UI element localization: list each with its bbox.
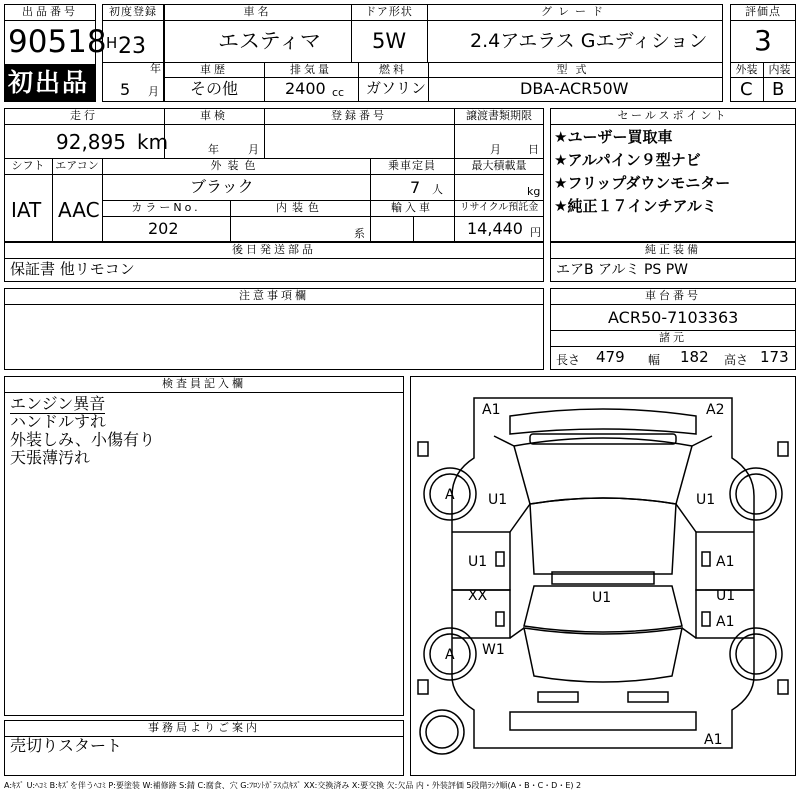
year-unit: 年 <box>150 62 161 75</box>
rear-right-wheel <box>730 628 782 680</box>
first-listing-text: 初出品 <box>8 68 90 97</box>
inspector-line: 天張薄汚れ <box>10 448 91 467</box>
history: その他 <box>190 79 239 98</box>
inspection-year-unit: 年 <box>208 143 219 156</box>
maxload-label: 最大積載量 <box>471 159 527 172</box>
reg-month: 5 <box>120 80 131 99</box>
door-type: 5W <box>372 29 407 53</box>
windshield <box>514 438 692 504</box>
damage-mark: U1 <box>696 492 716 508</box>
chassis-label: 車台番号 <box>645 289 701 302</box>
equipment: エアB アルミ PS PW <box>556 262 689 278</box>
sales-point: ★ユーザー買取車 <box>554 128 673 146</box>
sales-points-label: セールスポイント <box>617 109 729 122</box>
capacity-unit: 人 <box>432 183 443 196</box>
damage-mark: A1 <box>704 732 723 748</box>
model: DBA-ACR50W <box>520 79 629 98</box>
era: H <box>106 34 118 52</box>
mileage-label: 走行 <box>70 109 98 122</box>
mileage: 92,895 <box>56 130 126 154</box>
inspector-line: 外装しみ、小傷有り <box>10 430 155 449</box>
sales-point: ★アルパイン９型ナビ <box>554 151 701 169</box>
damage-mark: W1 <box>482 642 505 658</box>
reg-number-label: 登録番号 <box>331 109 387 122</box>
maxload-unit: kg <box>527 185 541 198</box>
aircon-label: エアコン <box>55 159 99 172</box>
damage-mark: A <box>445 647 455 663</box>
mileage-unit: km <box>137 130 169 154</box>
length-label: 長さ <box>556 353 581 367</box>
damage-mark: A1 <box>716 614 735 630</box>
roof <box>530 498 676 574</box>
front-right-wheel <box>730 468 782 520</box>
grade: 2.4アエラス Gエディション <box>470 30 708 52</box>
damage-mark: U1 <box>592 590 612 606</box>
score: 3 <box>754 24 772 57</box>
first-registration-label: 初度登録 <box>109 5 157 18</box>
interior-label: 内装 <box>768 63 791 76</box>
width-label: 幅 <box>648 353 661 367</box>
chassis-number: ACR50-7103363 <box>608 308 739 327</box>
inspector-label: 検査員記入欄 <box>162 377 246 390</box>
rear-bumper <box>510 712 696 730</box>
transfer-day-unit: 日 <box>528 143 539 156</box>
sales-point: ★フリップダウンモニター <box>554 174 731 192</box>
length: 479 <box>596 348 625 366</box>
damage-mark: XX <box>468 588 488 604</box>
int-color-label: 内装色 <box>276 201 324 214</box>
recycle-label: リサイクル預託金 <box>459 202 539 213</box>
import-label: 輸入車 <box>391 201 433 214</box>
recycle-unit: 円 <box>530 226 541 239</box>
height-label: 高さ <box>724 353 749 367</box>
model-label: 型式 <box>556 63 595 76</box>
office-label: 事務局よりご案内 <box>148 721 260 734</box>
transfer-month-unit: 月 <box>490 143 501 156</box>
dimensions-label: 諸元 <box>659 331 687 344</box>
later-parts: 保証書 他リモコン <box>10 260 135 278</box>
sales-point: ★純正１７インチアルミ <box>554 197 717 215</box>
history-label: 車歴 <box>200 63 228 76</box>
color-no: 202 <box>148 219 179 238</box>
later-parts-label: 後日発送部品 <box>232 243 316 256</box>
displacement-label: 排気量 <box>290 63 332 76</box>
aircon: AAC <box>58 198 100 222</box>
damage-mark: A1 <box>482 402 501 418</box>
car-body-outline <box>452 398 754 748</box>
lot-number-label: 出品番号 <box>22 5 78 18</box>
width: 182 <box>680 348 709 366</box>
car-name: エスティマ <box>218 29 321 53</box>
recycle-amount: 14,440 <box>467 219 523 238</box>
legend: A:ｷｽﾞ U:ﾍｺﾐ B:ｷｽﾞを伴うﾍｺﾐ P:要塗装 W:補修跡 S:錆 C:腐食、穴 G:ﾌﾛﾝﾄｶﾞﾗｽ点ｷｽﾞ XX:交換済み X:要交換 欠:欠品 内・外装評価 5段階ﾗﾝｸ順(A・B・C・D・E) 2 <box>4 781 582 790</box>
int-color-unit: 系 <box>354 227 365 240</box>
shift-label: シフト <box>11 159 45 172</box>
notes-label: 注意事項欄 <box>239 289 309 302</box>
interior-grade: B <box>772 79 785 100</box>
month-unit: 月 <box>148 85 159 98</box>
front-bumper <box>510 409 696 434</box>
damage-mark: A <box>445 487 455 503</box>
shift: IAT <box>11 198 42 222</box>
car-diagram <box>410 376 796 776</box>
damage-mark: A1 <box>716 554 735 570</box>
lot-number: 90518 <box>8 24 107 60</box>
reg-year: 23 <box>118 34 146 59</box>
color-label: 外装色 <box>210 159 262 172</box>
door-label: ドア形状 <box>365 5 413 18</box>
fuel: ガソリン <box>366 79 427 97</box>
color: ブラック <box>190 177 254 196</box>
grade-label: グレード <box>541 5 609 18</box>
inspection-month-unit: 月 <box>248 143 259 156</box>
office-note: 売切りスタート <box>10 736 123 755</box>
damage-mark: A2 <box>706 402 725 418</box>
damage-mark: U1 <box>716 588 736 604</box>
score-label: 評価点 <box>745 5 781 18</box>
damage-mark: U1 <box>468 554 488 570</box>
exterior-grade: C <box>740 79 753 100</box>
fuel-label: 燃料 <box>379 63 407 76</box>
displacement-unit: cc <box>332 86 345 99</box>
capacity: 7 <box>410 178 421 197</box>
inspector-line: エンジン異音 <box>10 394 106 413</box>
color-no-label: カラーNo. <box>131 201 201 214</box>
capacity-label: 乗車定員 <box>388 159 436 172</box>
car-name-label: 車名 <box>243 5 272 18</box>
damage-mark: U1 <box>488 492 508 508</box>
displacement: 2400 <box>285 79 326 98</box>
inspector-line: ハンドルすれ <box>10 412 107 431</box>
inspection-label: 車検 <box>200 109 228 122</box>
height: 173 <box>760 348 789 366</box>
exterior-label: 外装 <box>735 63 758 76</box>
equipment-label: 純正装備 <box>645 243 701 256</box>
transfer-label: 譲渡書類期限 <box>466 109 532 122</box>
